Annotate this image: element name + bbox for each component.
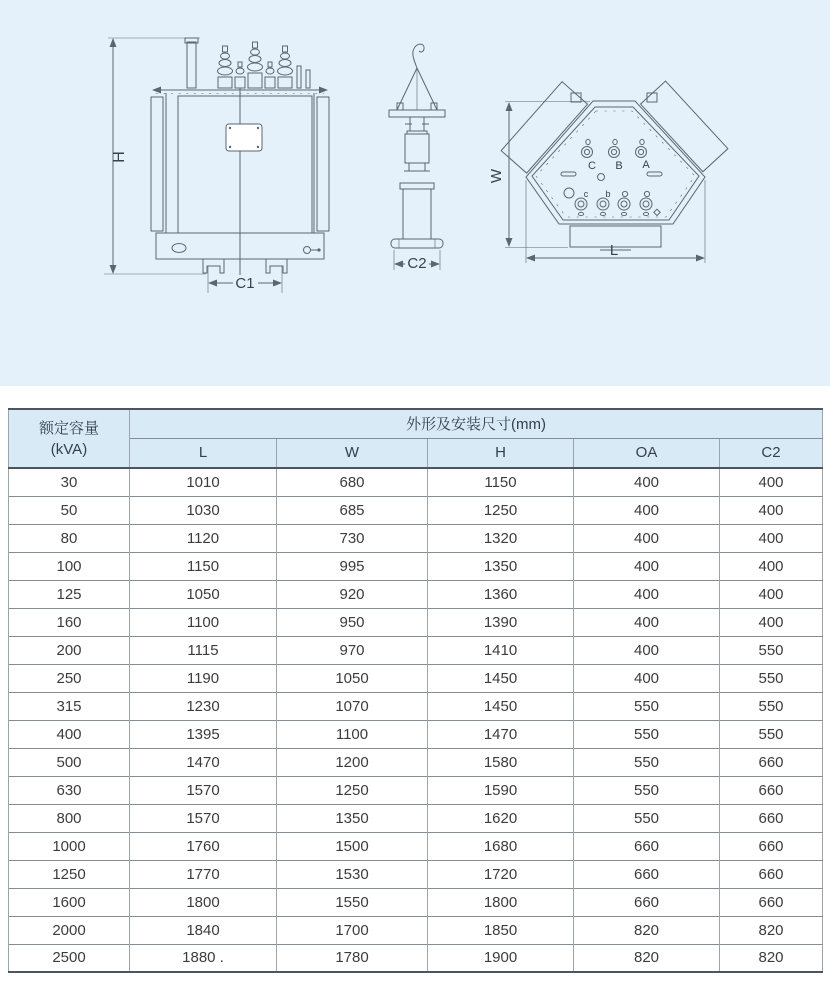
top-view-drawing	[488, 81, 728, 263]
cell-oa: 400	[574, 496, 720, 524]
table-row	[9, 636, 823, 664]
cell-w: 1350	[277, 804, 428, 832]
table-row	[9, 692, 823, 720]
dimensions-group-header: 外形及安装尺寸(mm)	[130, 409, 823, 438]
table-row	[9, 888, 823, 916]
cell-oa: 660	[574, 832, 720, 860]
cell-kva: 200	[9, 636, 130, 664]
dim-label-l: L	[609, 242, 619, 259]
cell-l: 1030	[130, 496, 277, 524]
cell-c2: 660	[720, 804, 823, 832]
front-view-drawing	[104, 38, 329, 293]
cell-h: 1390	[428, 608, 574, 636]
cell-w: 685	[277, 496, 428, 524]
table-row	[9, 664, 823, 692]
cell-kva: 315	[9, 692, 130, 720]
cell-w: 680	[277, 468, 428, 496]
cell-kva: 1600	[9, 888, 130, 916]
hv-label-b: B	[615, 160, 623, 172]
column-header-h: H	[428, 438, 574, 468]
cell-oa: 820	[574, 944, 720, 972]
cell-kva: 30	[9, 468, 130, 496]
cell-c2: 550	[720, 692, 823, 720]
cell-h: 1150	[428, 468, 574, 496]
table-row	[9, 524, 823, 552]
columns-header-row	[9, 438, 823, 468]
cell-h: 1900	[428, 944, 574, 972]
dim-label-c1: C1	[235, 275, 255, 292]
column-header-oa: OA	[574, 438, 720, 468]
cell-oa: 660	[574, 860, 720, 888]
cell-l: 1115	[130, 636, 277, 664]
cell-l: 1230	[130, 692, 277, 720]
table-wrap	[8, 408, 822, 973]
cell-w: 1100	[277, 720, 428, 748]
cell-kva: 2500	[9, 944, 130, 972]
cell-c2: 660	[720, 832, 823, 860]
cell-c2: 820	[720, 944, 823, 972]
cell-l: 1150	[130, 552, 277, 580]
cell-kva: 800	[9, 804, 130, 832]
hv-label-a: A	[642, 159, 650, 171]
cell-kva: 1000	[9, 832, 130, 860]
cell-c2: 660	[720, 860, 823, 888]
group-header-row	[9, 409, 823, 438]
cell-l: 1120	[130, 524, 277, 552]
cell-h: 1850	[428, 916, 574, 944]
cell-c2: 660	[720, 888, 823, 916]
cell-kva: 2000	[9, 916, 130, 944]
cell-oa: 400	[574, 664, 720, 692]
cell-oa: 550	[574, 692, 720, 720]
cell-oa: 550	[574, 720, 720, 748]
cell-l: 1395	[130, 720, 277, 748]
lv-label-c: c	[583, 189, 589, 199]
table-row	[9, 720, 823, 748]
cell-w: 1530	[277, 860, 428, 888]
cell-oa: 400	[574, 636, 720, 664]
column-header-w: W	[277, 438, 428, 468]
cell-kva: 630	[9, 776, 130, 804]
cell-w: 970	[277, 636, 428, 664]
cell-oa: 400	[574, 580, 720, 608]
cell-oa: 400	[574, 552, 720, 580]
cell-l: 1840	[130, 916, 277, 944]
cell-kva: 80	[9, 524, 130, 552]
table-row	[9, 916, 823, 944]
cell-oa: 400	[574, 524, 720, 552]
cell-kva: 125	[9, 580, 130, 608]
table-row	[9, 580, 823, 608]
cell-oa: 550	[574, 804, 720, 832]
cell-c2: 400	[720, 552, 823, 580]
cell-w: 1250	[277, 776, 428, 804]
cell-c2: 400	[720, 468, 823, 496]
cell-h: 1680	[428, 832, 574, 860]
bushing-detail-drawing	[389, 44, 445, 272]
rated-capacity-header	[9, 409, 130, 468]
column-header-l: L	[130, 438, 277, 468]
cell-h: 1800	[428, 888, 574, 916]
rated-capacity-unit: (kVA)	[50, 440, 88, 458]
cell-c2: 400	[720, 496, 823, 524]
cell-h: 1720	[428, 860, 574, 888]
cell-c2: 550	[720, 664, 823, 692]
cell-w: 1200	[277, 748, 428, 776]
cell-c2: 660	[720, 776, 823, 804]
cell-h: 1360	[428, 580, 574, 608]
cell-h: 1470	[428, 720, 574, 748]
cell-w: 1050	[277, 664, 428, 692]
top-view-lv-bushings	[564, 188, 660, 216]
cell-l: 1570	[130, 804, 277, 832]
table-row	[9, 468, 823, 496]
cell-l: 1800	[130, 888, 277, 916]
cell-c2: 550	[720, 720, 823, 748]
cell-w: 1780	[277, 944, 428, 972]
cell-l: 1570	[130, 776, 277, 804]
cell-oa: 400	[574, 608, 720, 636]
cell-w: 1700	[277, 916, 428, 944]
cell-h: 1580	[428, 748, 574, 776]
cell-w: 730	[277, 524, 428, 552]
table-row	[9, 944, 823, 972]
column-header-c2: C2	[720, 438, 823, 468]
hv-label-c: C	[588, 160, 596, 172]
cell-h: 1450	[428, 664, 574, 692]
table-row	[9, 552, 823, 580]
lv-bushing-icons	[235, 62, 310, 88]
cell-oa: 550	[574, 748, 720, 776]
cell-oa: 550	[574, 776, 720, 804]
cell-l: 1880 .	[130, 944, 277, 972]
cell-h: 1350	[428, 552, 574, 580]
cell-h: 1320	[428, 524, 574, 552]
cell-l: 1190	[130, 664, 277, 692]
hv-bushing-icons	[218, 42, 293, 88]
cell-c2: 550	[720, 636, 823, 664]
cell-kva: 250	[9, 664, 130, 692]
table-row	[9, 804, 823, 832]
dimensions-table	[8, 408, 823, 973]
cell-l: 1770	[130, 860, 277, 888]
cell-c2: 400	[720, 524, 823, 552]
cell-w: 1070	[277, 692, 428, 720]
cell-h: 1410	[428, 636, 574, 664]
cell-oa: 660	[574, 888, 720, 916]
cell-kva: 1250	[9, 860, 130, 888]
cell-h: 1250	[428, 496, 574, 524]
cell-h: 1620	[428, 804, 574, 832]
table-row	[9, 608, 823, 636]
dim-label-c2: C2	[407, 255, 427, 272]
dim-label-h: H	[111, 151, 128, 163]
cell-kva: 500	[9, 748, 130, 776]
cell-oa: 820	[574, 916, 720, 944]
cell-c2: 820	[720, 916, 823, 944]
cell-w: 1550	[277, 888, 428, 916]
lv-label-b: b	[605, 189, 611, 199]
cell-w: 950	[277, 608, 428, 636]
cell-kva: 400	[9, 720, 130, 748]
transformer-drawings	[0, 0, 830, 386]
table-row	[9, 776, 823, 804]
cell-kva: 100	[9, 552, 130, 580]
table-row	[9, 860, 823, 888]
cell-h: 1450	[428, 692, 574, 720]
drawing-panel	[0, 0, 830, 386]
cell-w: 1500	[277, 832, 428, 860]
cell-w: 995	[277, 552, 428, 580]
cell-w: 920	[277, 580, 428, 608]
dim-label-w: W	[488, 168, 505, 184]
table-body	[9, 468, 823, 972]
cell-oa: 400	[574, 468, 720, 496]
cell-c2: 400	[720, 580, 823, 608]
cell-kva: 160	[9, 608, 130, 636]
cell-c2: 400	[720, 608, 823, 636]
cell-h: 1590	[428, 776, 574, 804]
cell-l: 1760	[130, 832, 277, 860]
cell-l: 1470	[130, 748, 277, 776]
table-row	[9, 832, 823, 860]
cell-l: 1010	[130, 468, 277, 496]
cell-l: 1100	[130, 608, 277, 636]
cell-kva: 50	[9, 496, 130, 524]
table-row	[9, 748, 823, 776]
table-row	[9, 496, 823, 524]
rated-capacity-title: 额定容量	[38, 419, 99, 437]
top-view-hv-bushings	[582, 139, 651, 172]
cell-c2: 660	[720, 748, 823, 776]
cell-l: 1050	[130, 580, 277, 608]
